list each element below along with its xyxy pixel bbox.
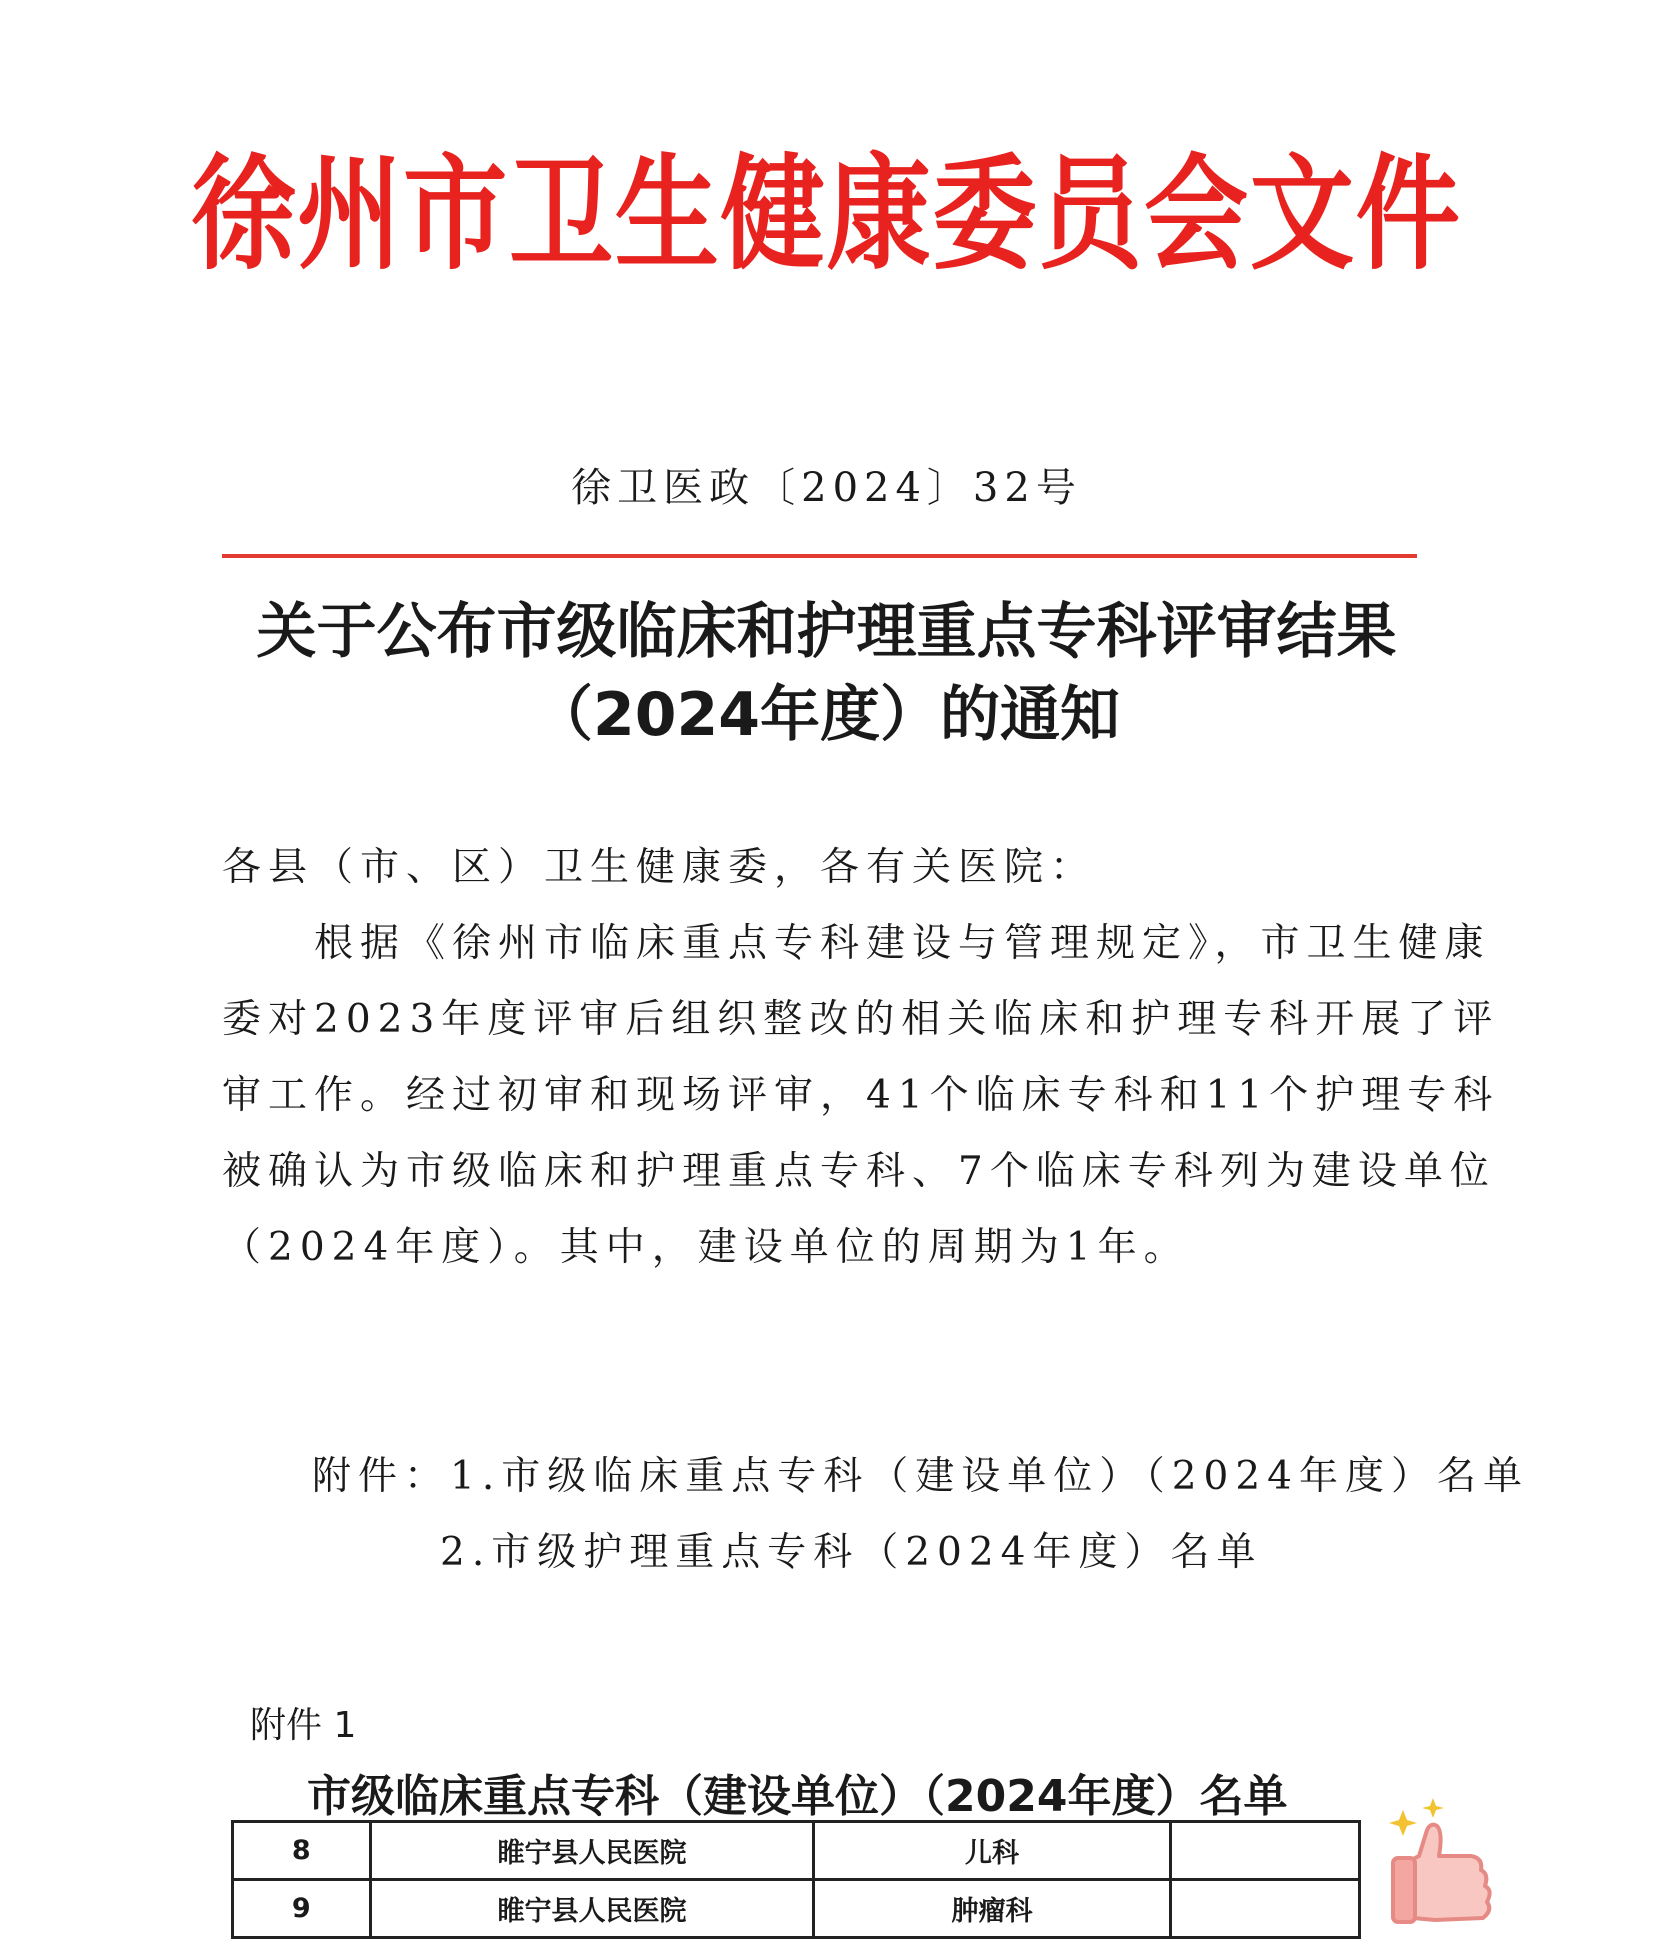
attachment-table-title: 市级临床重点专科（建设单位）（2024年度）名单 xyxy=(307,1771,1288,1822)
note-cell xyxy=(1170,1880,1360,1938)
notice-title-line1: 关于公布市级临床和护理重点专科评审结果 xyxy=(256,597,1397,667)
row-number: 9 xyxy=(233,1880,371,1938)
document-header-title: 徐州市卫生健康委员会文件 xyxy=(191,143,1462,287)
hospital-name: 睢宁县人民医院 xyxy=(370,1822,814,1880)
paragraph-line-2: 委对2023年度评审后组织整改的相关临床和护理专科开展了评 xyxy=(222,997,1500,1042)
specialty-name: 儿科 xyxy=(814,1822,1170,1880)
attachment-list-item-2: 2.市级护理重点专科（2024年度）名单 xyxy=(440,1530,1263,1575)
paragraph-line-4: 被确认为市级临床和护理重点专科、7个临床专科列为建设单位 xyxy=(222,1149,1496,1194)
document-number: 徐卫医政〔2024〕32号 xyxy=(571,465,1082,511)
paragraph-line-3: 审工作。经过初审和现场评审，41个临床专科和11个护理专科 xyxy=(222,1073,1500,1118)
notice-title-line2: （2024年度）的通知 xyxy=(533,680,1120,750)
table-row xyxy=(233,1822,1360,1880)
thumbs-up-icon xyxy=(1385,1790,1505,1952)
note-cell xyxy=(1170,1822,1360,1880)
specialty-name: 肿瘤科 xyxy=(814,1880,1170,1938)
paragraph-line-1: 根据《徐州市临床重点专科建设与管理规定》，市卫生健康 xyxy=(222,921,1491,966)
attachment-list-item-1: 附件：1.市级临床重点专科（建设单位）（2024年度）名单 xyxy=(312,1454,1529,1499)
paragraph-line-5: （2024年度）。其中，建设单位的周期为1年。 xyxy=(222,1225,1190,1270)
specialty-table xyxy=(231,1820,1361,1939)
hospital-name: 睢宁县人民医院 xyxy=(370,1880,814,1938)
attachment-label: 附件 1 xyxy=(250,1705,357,1746)
salutation: 各县（市、区）卫生健康委，各有关医院： xyxy=(222,845,1097,890)
table-row xyxy=(233,1880,1360,1938)
row-number: 8 xyxy=(233,1822,371,1880)
red-divider xyxy=(222,554,1417,558)
